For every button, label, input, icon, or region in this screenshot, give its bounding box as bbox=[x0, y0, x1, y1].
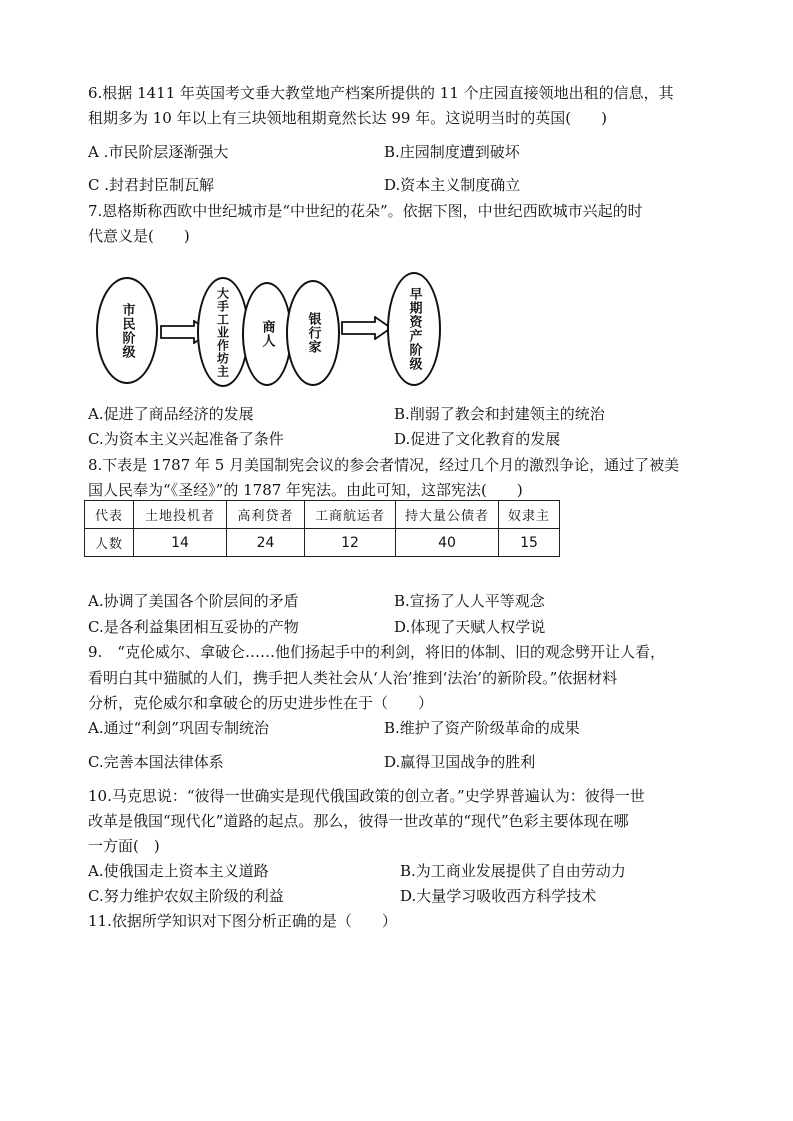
q7-stem-line2: 代意义是( ) bbox=[88, 227, 190, 245]
q9-option-b: B.维护了资产阶级革命的成果 bbox=[384, 719, 580, 737]
diagram-node-citizen-class bbox=[96, 277, 158, 384]
diagram-node-banker bbox=[286, 280, 340, 386]
table-row-label: 人数 bbox=[85, 529, 134, 557]
q10-stem-line3: 一方面( ) bbox=[88, 837, 160, 855]
q7-option-c: C.为资本主义兴起准备了条件 bbox=[88, 430, 284, 448]
diagram-label-banker: 银行家 bbox=[305, 312, 321, 354]
q9-stem-line2: 看明白其中猫腻的人们，携手把人类社会从‘人治’推到‘法治’的新阶段。”依据材料 bbox=[88, 669, 618, 687]
q6-option-b: B.庄园制度遭到破坏 bbox=[384, 143, 520, 161]
q9-option-a: A.通过“利剑”巩固专制统治 bbox=[88, 719, 269, 737]
q9-option-c: C.完善本国法律体系 bbox=[88, 753, 224, 771]
q10-option-c: C.努力维护农奴主阶级的利益 bbox=[88, 887, 284, 905]
diagram-label-merchant: 商人 bbox=[259, 320, 275, 348]
q10-option-d: D.大量学习吸收西方科学技术 bbox=[400, 887, 597, 905]
table-cell: 14 bbox=[134, 529, 227, 557]
table-header-row bbox=[85, 501, 560, 529]
q10-option-b: B.为工商业发展提供了自由劳动力 bbox=[400, 862, 626, 880]
table-cell: 12 bbox=[305, 529, 396, 557]
table-header-cell: 土地投机者 bbox=[134, 501, 227, 529]
diagram-label-citizen-class: 市民阶级 bbox=[119, 302, 135, 359]
arrow-right-icon bbox=[341, 316, 393, 340]
diagram-label-early-bourgeoisie: 早期资产阶级 bbox=[406, 287, 422, 371]
q8-option-d: D.体现了天赋人权学说 bbox=[394, 618, 546, 636]
q7-option-a: A.促进了商品经济的发展 bbox=[88, 405, 254, 423]
q10-option-a: A.使俄国走上资本主义道路 bbox=[88, 862, 269, 880]
q10-stem-line2: 改革是俄国“现代化”道路的起点。那么，彼得一世改革的“现代”色彩主要体现在哪 bbox=[88, 812, 629, 830]
q6-stem-line2: 租期多为 10 年以上有三块领地租期竟然长达 99 年。这说明当时的英国( ) bbox=[88, 109, 607, 127]
table-header-cell: 高利贷者 bbox=[227, 501, 305, 529]
table-cell: 15 bbox=[499, 529, 560, 557]
q8-stem-line1: 8.下表是 1787 年 5 月美国制宪会议的参会者情况，经过几个月的激烈争论，通过了被美 bbox=[88, 456, 680, 474]
table-cell: 40 bbox=[396, 529, 499, 557]
table-row bbox=[85, 529, 560, 557]
table-header-cell: 工商航运者 bbox=[305, 501, 396, 529]
q6-option-a: A .市民阶层逐渐强大 bbox=[88, 143, 229, 161]
q7-stem-line1: 7.恩格斯称西欧中世纪城市是“中世纪的花朵”。依据下图，中世纪西欧城市兴起的时 bbox=[88, 202, 643, 220]
q7-option-b: B.削弱了教会和封建领主的统治 bbox=[394, 405, 605, 423]
q8-stem-line2: 国人民奉为“《圣经》”的 1787 年宪法。由此可知，这部宪法( ) bbox=[88, 481, 523, 499]
diagram-node-merchant bbox=[242, 282, 292, 386]
q6-stem-line1: 6.根据 1411 年英国考文垂大教堂地产档案所提供的 11 个庄园直接领地出租的信息，其 bbox=[88, 84, 674, 102]
q11-stem-line1: 11.依据所学知识对下图分析正确的是（ ） bbox=[88, 912, 397, 930]
table-header-cell: 代表 bbox=[85, 501, 134, 529]
q8-option-b: B.宣扬了人人平等观念 bbox=[394, 592, 545, 610]
q6-option-c: C .封君封臣制瓦解 bbox=[88, 176, 215, 194]
q6-option-d: D.资本主义制度确立 bbox=[384, 176, 521, 194]
diagram-label-workshop-owner: 大手工业作坊主 bbox=[215, 286, 230, 378]
q9-option-d: D.赢得卫国战争的胜利 bbox=[384, 753, 536, 771]
delegate-table bbox=[84, 500, 560, 557]
q8-option-a: A.协调了美国各个阶层间的矛盾 bbox=[88, 592, 299, 610]
q9-stem-line3: 分析，克伦威尔和拿破仑的历史进步性在于（ ） bbox=[88, 694, 434, 712]
diagram-node-early-bourgeoisie bbox=[387, 272, 441, 386]
q8-option-c: C.是各利益集团相互妥协的产物 bbox=[88, 618, 299, 636]
q10-stem-line1: 10.马克思说：“彼得一世确实是现代俄国政策的创立者。”史学界普遍认为：彼得一世 bbox=[88, 787, 645, 805]
q9-stem-line1: 9. “克伦威尔、拿破仑……他们扬起手中的利剑，将旧的体制、旧的观念劈开让人看， bbox=[88, 643, 665, 661]
city-class-diagram bbox=[96, 272, 441, 392]
q7-option-d: D.促进了文化教育的发展 bbox=[394, 430, 561, 448]
table-header-cell: 持大量公债者 bbox=[396, 501, 499, 529]
table-cell: 24 bbox=[227, 529, 305, 557]
table-header-cell: 奴隶主 bbox=[499, 501, 560, 529]
